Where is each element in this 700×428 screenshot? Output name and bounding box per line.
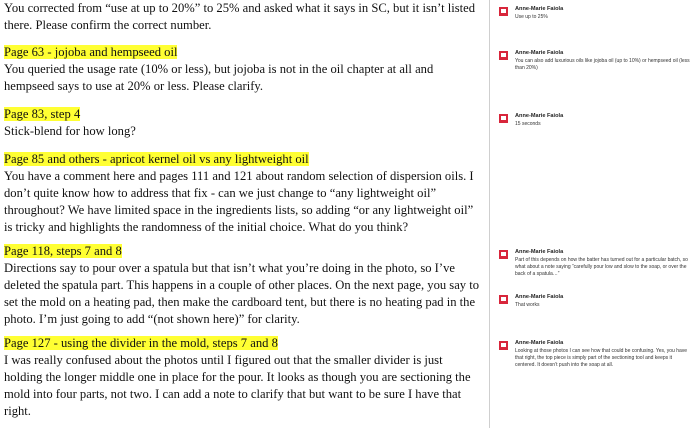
comment-author-icon — [499, 250, 508, 259]
comment-author: Anne-Marie Faiola — [515, 6, 564, 12]
section-heading-page-127 — [4, 335, 484, 352]
intro-paragraph: You corrected from “use at up to 20%” to 25% and asked what it says in SC, but it isn’t listed there. Please confirm the correct number. — [4, 1, 476, 32]
comment-author: Anne-Marie Faiola — [515, 113, 564, 119]
highlighted-text: Page 83, step 4 — [4, 107, 81, 121]
section-heading-page-83 — [4, 106, 484, 123]
section-heading-page-63 — [4, 44, 484, 61]
comment-author: Anne-Marie Faiola — [515, 50, 564, 56]
comment-text: Looking at those photos I can see how that could be confusing. Yes, you have that right, the top piece is simply part of the sectioning tool and keeps it centered. It doesn’t push into the soap at all. — [515, 348, 688, 368]
comment-text: That works — [515, 302, 540, 308]
section-heading-page-85 — [4, 151, 484, 168]
comment-text: Part of this depends on how the batter has turned out for a particular batch, so what about a note saying “carefully pour low and slow to the soap, or over the back of a spatula…” — [515, 257, 688, 277]
comment-text: Use up to 25% — [515, 14, 548, 20]
section-body-page-118: Directions say to pour over a spatula but that isn’t what you’re doing in the photo, so I’ve deleted the spatula part. This happens in a couple of other places. On the next page, you say to set the mold on a heating pad, then make the cardboard tent, but there is no heating pad in the photo. I’m just going to add “(not shown here)” for clarity. — [4, 261, 480, 326]
section-heading-page-118 — [4, 243, 484, 260]
comment-author-icon — [499, 114, 508, 123]
comment-text: 15 seconds — [515, 121, 541, 127]
comment-author: Anne-Marie Faiola — [515, 249, 564, 255]
section-body-page-127: I was really confused about the photos until I figured out that the smaller divider is just holding the longer middle one in place for the pour. It looks as though you are sectioning the mold into four parts, not two. I can add a note to clarify that but want to be sure I have that right. — [4, 353, 471, 418]
comment-author-icon — [499, 7, 508, 16]
comments-pane — [490, 0, 700, 428]
section-body-page-85: You have a comment here and pages 111 and 121 about random selection of dispersion oils. I don’t quite know how to address that fix - can we just change to “any lightweight oil” throughout? We have limited space in the ingredients lists, so adding “or any lightweight oil” is tricky and highlights the randomness of the initial choice. What do you think? — [4, 169, 474, 234]
comment-author: Anne-Marie Faiola — [515, 340, 564, 346]
highlighted-text: Page 85 and others - apricot kernel oil vs any lightweight oil — [4, 152, 309, 166]
highlighted-text: Page 118, steps 7 and 8 — [4, 244, 122, 258]
comment-author-icon — [499, 295, 508, 304]
highlighted-text: Page 63 - jojoba and hempseed oil — [4, 45, 178, 59]
comment-text: You can also add luxurious oils like jojoba oil (up to 10%) or hempseed oil (less than 20%) — [515, 58, 690, 71]
comment-author-icon — [499, 341, 508, 350]
comment-author: Anne-Marie Faiola — [515, 294, 564, 300]
section-body-page-63: You queried the usage rate (10% or less), but jojoba is not in the oil chapter at all and hempseed says to use at 20% or less. Please clarify. — [4, 62, 434, 93]
highlighted-text: Page 127 - using the divider in the mold, steps 7 and 8 — [4, 336, 278, 350]
comment-author-icon — [499, 51, 508, 60]
section-body-page-83: Stick-blend for how long? — [4, 124, 136, 138]
